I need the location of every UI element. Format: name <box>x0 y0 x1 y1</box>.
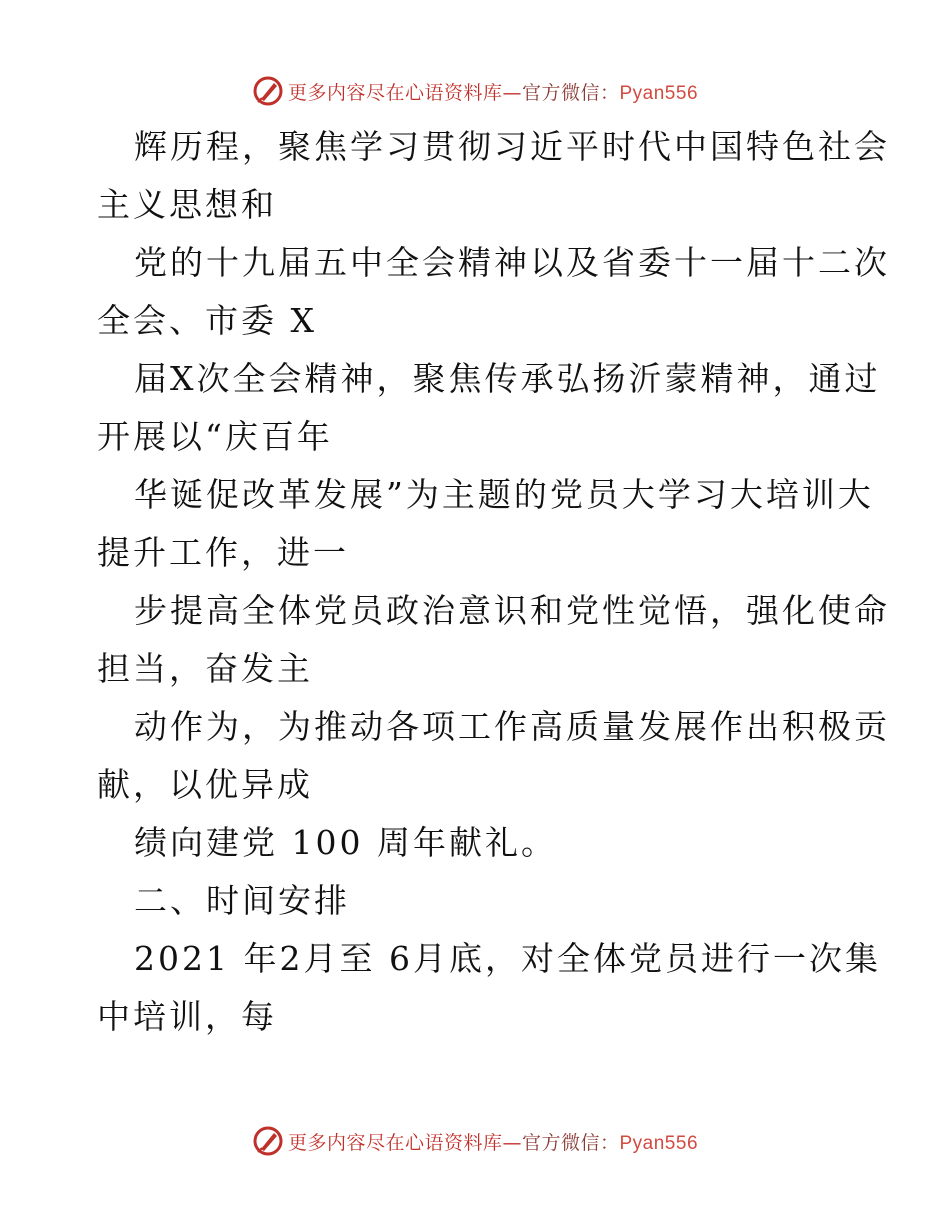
section-heading: 二、时间安排 <box>134 881 350 920</box>
watermark-wechat-label: 官方微信： <box>521 81 620 104</box>
text-line: 开展以“庆百年 <box>97 417 333 456</box>
watermark-text <box>288 78 698 105</box>
watermark-site-name: 更多内容尽在心语资料库 <box>287 81 503 104</box>
text-line: 担当，奋发主 <box>97 649 313 688</box>
document-body <box>97 118 890 1046</box>
footer-watermark <box>0 1121 950 1161</box>
text-line: 步提高全体党员政治意识和党性觉悟，强化使命 <box>134 591 890 630</box>
text-line: 提升工作，进一 <box>97 533 349 572</box>
watermark-wechat-id: Pyan556 <box>619 82 699 104</box>
text-line: 绩向建党 100 周年献礼。 <box>134 823 557 862</box>
watermark-dash: — <box>502 81 522 104</box>
watermark-site-name: 更多内容尽在心语资料库 <box>287 1131 503 1154</box>
watermark-text <box>288 1128 698 1155</box>
quill-pen-logo-icon <box>252 1125 284 1157</box>
text-line: 党的十九届五中全会精神以及省委十一届十二次 <box>134 243 890 282</box>
text-line: 全会、市委 X <box>97 301 317 340</box>
text-line: 动作为，为推动各项工作高质量发展作出积极贡 <box>134 707 890 746</box>
watermark-wechat-id: Pyan556 <box>619 1132 699 1154</box>
text-line: 献，以优异成 <box>97 765 313 804</box>
text-line: 主义思想和 <box>97 185 277 224</box>
text-line: 2021 年2月至 6月底，对全体党员进行一次集 <box>134 939 881 978</box>
text-line: 华诞促改革发展”为主题的党员大学习大培训大 <box>134 475 874 514</box>
header-watermark <box>0 71 950 111</box>
watermark-wechat-label: 官方微信： <box>521 1131 620 1154</box>
text-line: 届X次全会精神，聚焦传承弘扬沂蒙精神，通过 <box>134 359 881 398</box>
text-line: 辉历程，聚焦学习贯彻习近平时代中国特色社会 <box>134 127 890 166</box>
watermark-dash: — <box>502 1131 522 1154</box>
text-line: 中培训，每 <box>97 997 277 1036</box>
quill-pen-logo-icon <box>252 75 284 107</box>
